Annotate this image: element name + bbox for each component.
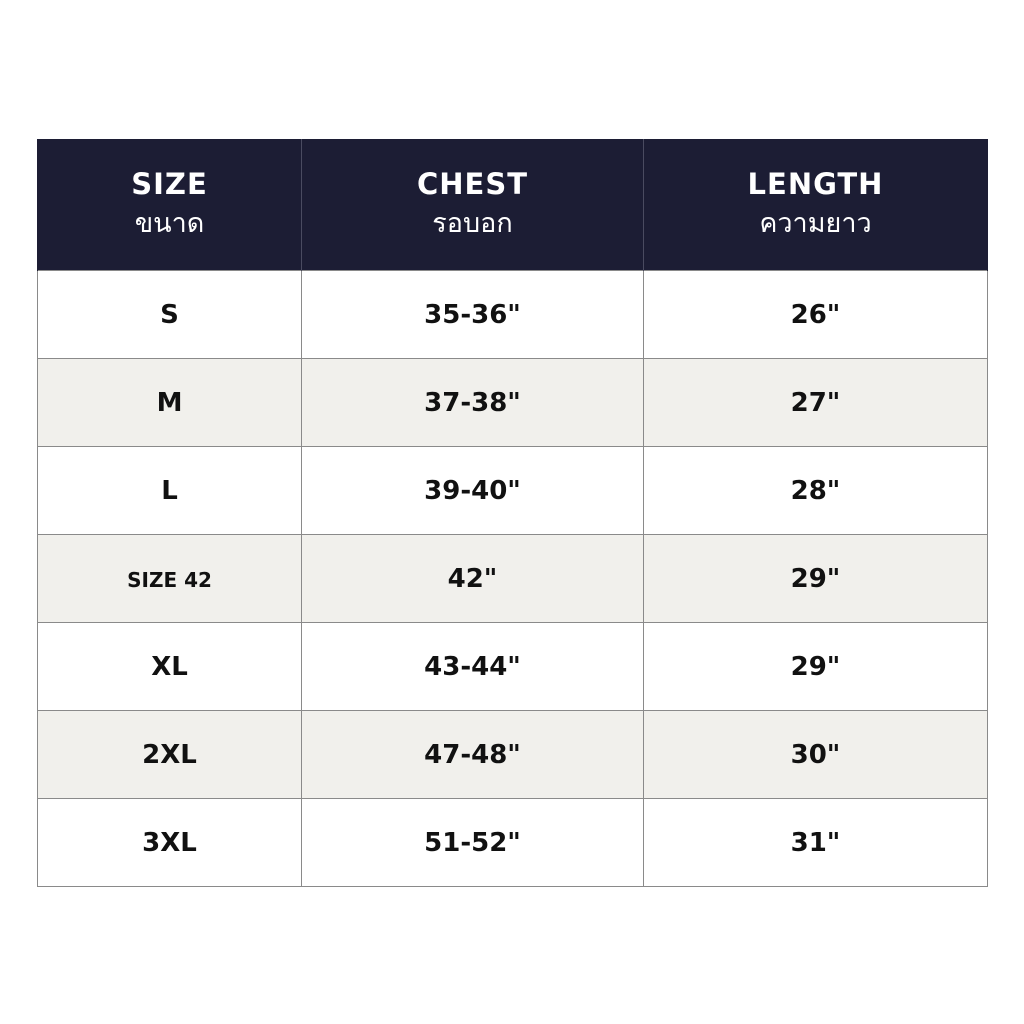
chest-cell: 42" — [302, 535, 644, 623]
header-length — [644, 139, 988, 271]
header-size — [38, 139, 302, 271]
header-length-en: LENGTH — [747, 166, 884, 201]
chest-cell: 43-44" — [302, 623, 644, 711]
length-cell: 26" — [644, 271, 988, 359]
size-cell: XL — [38, 623, 302, 711]
table-row — [38, 711, 988, 799]
length-cell: 27" — [644, 359, 988, 447]
length-cell: 29" — [644, 535, 988, 623]
table-body — [38, 271, 988, 887]
header-row — [38, 139, 988, 271]
length-cell: 28" — [644, 447, 988, 535]
header-size-th: ขนาด — [134, 207, 205, 239]
table-row — [38, 447, 988, 535]
chest-cell: 37-38" — [302, 359, 644, 447]
table-row — [38, 799, 988, 887]
length-cell: 29" — [644, 623, 988, 711]
table-row — [38, 271, 988, 359]
header-length-th: ความยาว — [759, 207, 872, 239]
length-cell: 30" — [644, 711, 988, 799]
size-cell: S — [38, 271, 302, 359]
chest-cell: 39-40" — [302, 447, 644, 535]
header-chest — [302, 139, 644, 271]
header-size-en: SIZE — [131, 166, 208, 201]
table-row — [38, 359, 988, 447]
size-cell — [38, 535, 302, 623]
length-cell: 31" — [644, 799, 988, 887]
chest-cell: 47-48" — [302, 711, 644, 799]
size-cell-label: SIZE 42 — [127, 567, 212, 592]
table-row — [38, 623, 988, 711]
size-cell: 3XL — [38, 799, 302, 887]
size-chart-table — [37, 139, 988, 887]
chest-cell: 35-36" — [302, 271, 644, 359]
table-header — [38, 139, 988, 271]
size-cell: 2XL — [38, 711, 302, 799]
table-row — [38, 535, 988, 623]
size-cell: M — [38, 359, 302, 447]
header-chest-th: รอบอก — [432, 207, 513, 239]
header-chest-en: CHEST — [416, 166, 529, 201]
chest-cell: 51-52" — [302, 799, 644, 887]
size-cell: L — [38, 447, 302, 535]
